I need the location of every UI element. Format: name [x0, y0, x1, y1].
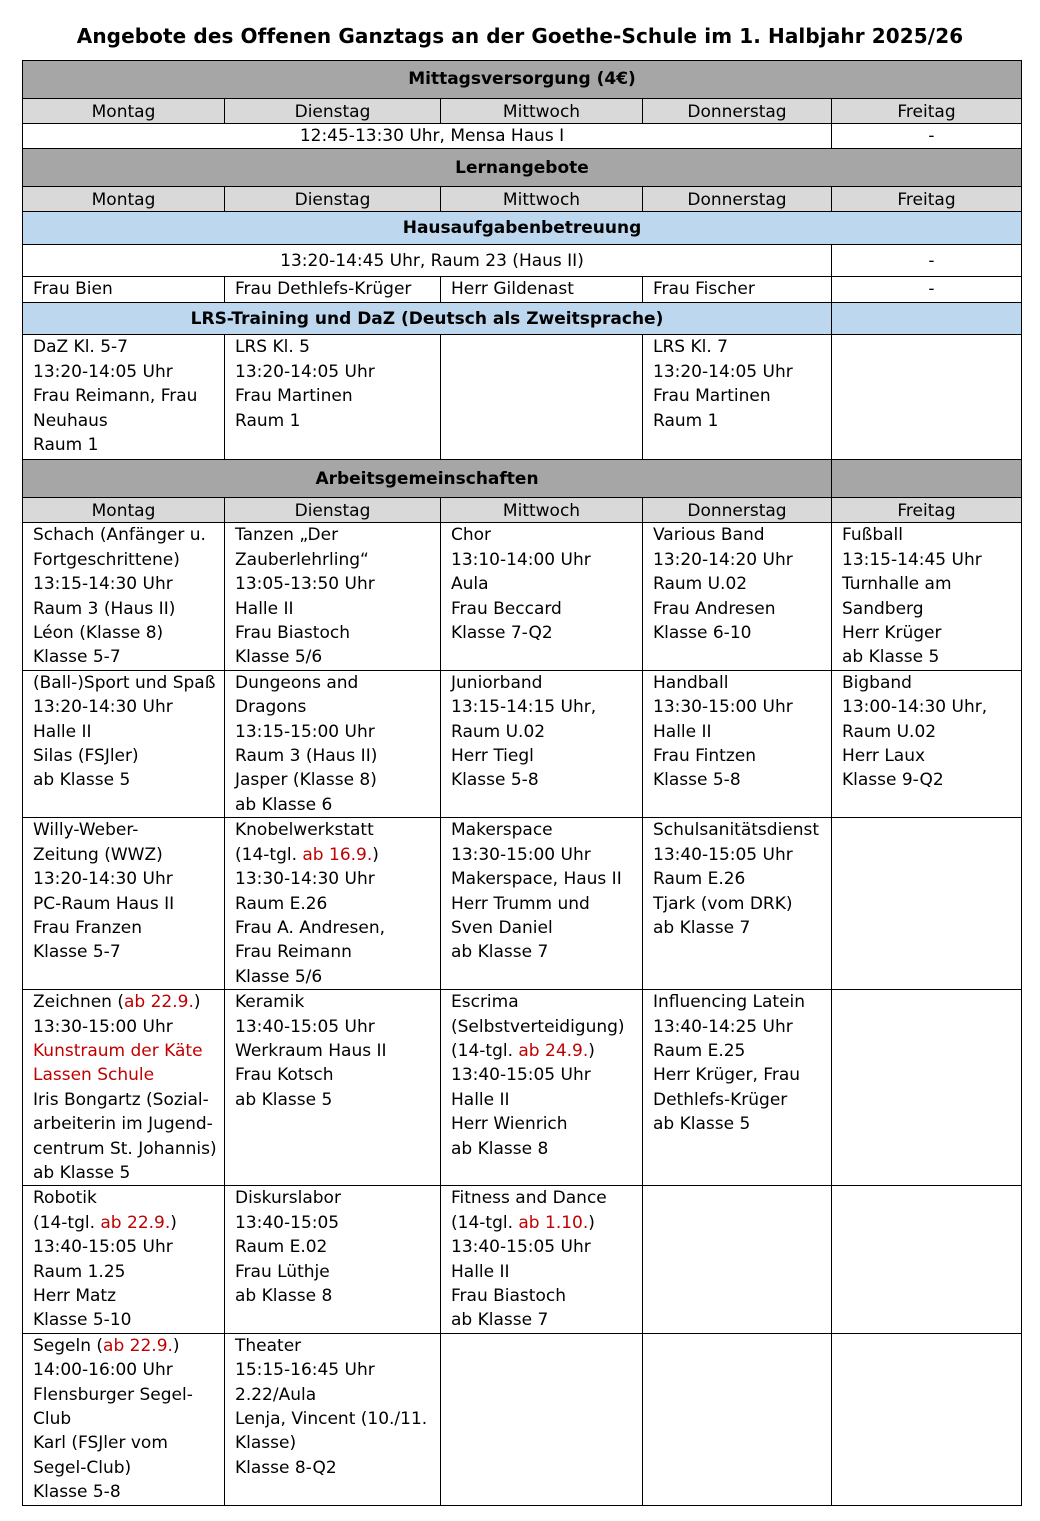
cell-line: Fußball [842, 525, 903, 546]
staff-cell: Frau Bien [23, 277, 225, 303]
cell-line: (14-tgl. ab 1.10.) [451, 1212, 595, 1233]
cell-line: 13:00-14:30 Uhr, [842, 697, 988, 718]
ag-row [23, 1333, 1022, 1505]
cell-line: Silas (FSJler) [33, 746, 139, 767]
cell-line: 13:40-15:05 Uhr [451, 1065, 591, 1086]
cell-line: Klasse) [235, 1433, 297, 1454]
cell-line: Aula [451, 574, 489, 595]
cell-line: Influencing Latein [653, 992, 806, 1013]
cell-line: (Ball-)Sport und Spaß [33, 672, 216, 693]
cell-line: 13:40-15:05 [235, 1212, 340, 1233]
cell-line: Keramik [235, 992, 305, 1013]
hausaufgaben-time-row [23, 245, 1022, 277]
cell-line: Flensburger Segel- [33, 1384, 193, 1405]
cell-line: Zauberlehrling“ [235, 549, 369, 570]
cell-line: ab Klasse 5 [33, 770, 131, 791]
cell-line: Schulsanitätsdienst [653, 820, 820, 841]
cell-line: DaZ Kl. 5-7 [33, 337, 129, 358]
cell-line: LRS Kl. 7 [653, 337, 728, 358]
ag-row [23, 818, 1022, 990]
cell-line: Werkraum Haus II [235, 1040, 387, 1061]
subsection-heading: Hausaufgabenbetreuung [23, 212, 1022, 245]
cell-line: Juniorband [451, 672, 543, 693]
cell-line: 13:40-14:25 Uhr [653, 1016, 793, 1037]
weekday-cell: Montag [23, 99, 225, 124]
empty-cell [832, 335, 1022, 460]
weekday-header-row [23, 99, 1022, 124]
cell-line: Klasse 5/6 [235, 647, 323, 668]
ag-cell-dienstag [225, 670, 441, 817]
cell-line: Fitness and Dance [451, 1188, 607, 1209]
cell-line: (14-tgl. ab 22.9.) [33, 1212, 177, 1233]
cell-line: Schach (Anfänger u. [33, 525, 206, 546]
cell-line: ab Klasse 8 [451, 1138, 549, 1159]
cell-line: Klasse 5/6 [235, 966, 323, 987]
cell-line: Klasse 5-7 [33, 942, 121, 963]
cell-line: Herr Laux [842, 746, 926, 767]
empty-cell [832, 1186, 1022, 1333]
cell-line: Raum E.02 [235, 1237, 328, 1258]
ag-cell-mittwoch [441, 523, 643, 670]
cell-line: Frau Reimann, Frau [33, 386, 198, 407]
cell-line: Herr Krüger, Frau [653, 1065, 801, 1086]
cell-line: Klasse 5-8 [653, 770, 741, 791]
subsection-heading: LRS-Training und DaZ (Deutsch als Zweitsprache) [23, 303, 832, 335]
weekday-cell: Dienstag [225, 187, 441, 212]
ag-cell-donnerstag [643, 523, 832, 670]
weekday-cell: Freitag [832, 498, 1022, 523]
cell-line: 13:20-14:05 Uhr [33, 361, 173, 382]
section-lern-header [23, 149, 1022, 187]
schedule-table [22, 60, 1022, 1506]
mittag-time: 12:45-13:30 Uhr, Mensa Haus I [23, 124, 832, 149]
cell-line: Raum 1 [33, 435, 99, 456]
cell-line: Dragons [235, 697, 307, 718]
cell-line: (Selbstverteidigung) [451, 1016, 625, 1037]
cell-line: Halle II [235, 598, 294, 619]
staff-cell: Frau Fischer [643, 277, 832, 303]
staff-cell: Herr Gildenast [441, 277, 643, 303]
section-heading: Lernangebote [23, 149, 1022, 187]
weekday-header-row [23, 187, 1022, 212]
cell-line: Frau Biastoch [235, 623, 350, 644]
cell-line: ab Klasse 5 [842, 647, 940, 668]
ag-cell-montag [23, 1186, 225, 1333]
cell-line: Frau Kotsch [235, 1065, 334, 1086]
cell-line: 13:20-14:05 Uhr [653, 361, 793, 382]
cell-line: Herr Wienrich [451, 1114, 568, 1135]
cell-line: Robotik [33, 1188, 97, 1209]
ag-cell-dienstag [225, 818, 441, 990]
section-heading: Mittagsversorgung (4€) [23, 61, 1022, 99]
ag-cell-dienstag [225, 990, 441, 1186]
cell-line: 13:15-14:15 Uhr, [451, 697, 597, 718]
date-highlight: Kunstraum der Käte [33, 1040, 203, 1061]
cell-line: 15:15-16:45 Uhr [235, 1360, 375, 1381]
cell-line: Segel-Club) [33, 1457, 132, 1478]
empty-cell [832, 818, 1022, 990]
cell-line: Raum U.02 [451, 721, 546, 742]
staff-cell: - [832, 277, 1022, 303]
lrs-cell-donnerstag [643, 335, 832, 460]
mittag-time-row [23, 124, 1022, 149]
ag-cell-freitag [832, 523, 1022, 670]
page-title: Angebote des Offenen Ganztags an der Goethe-Schule im 1. Halbjahr 2025/26 [76, 24, 964, 48]
weekday-cell: Montag [23, 187, 225, 212]
cell-line: Klasse 5-10 [33, 1310, 132, 1331]
cell-line: 13:05-13:50 Uhr [235, 574, 375, 595]
date-highlight: ab 22.9. [124, 992, 194, 1013]
cell-line: ab Klasse 5 [235, 1089, 333, 1110]
cell-line: Klasse 5-8 [33, 1482, 121, 1503]
date-highlight: Lassen Schule [33, 1065, 155, 1086]
cell-line: 13:40-15:05 Uhr [33, 1237, 173, 1258]
ag-cell-freitag [832, 670, 1022, 817]
empty-cell [441, 1333, 643, 1505]
cell-line: Willy-Weber- [33, 820, 139, 841]
cell-line: Raum 1 [235, 410, 301, 431]
cell-line: Halle II [451, 1261, 510, 1282]
cell-line: Sven Daniel [451, 917, 553, 938]
weekday-cell: Donnerstag [643, 99, 832, 124]
cell-line: centrum St. Johannis) [33, 1138, 217, 1159]
ag-cell-montag [23, 818, 225, 990]
cell-line: 13:20-14:05 Uhr [235, 361, 375, 382]
cell-line: Klasse 8-Q2 [235, 1457, 337, 1478]
ag-cell-dienstag [225, 1333, 441, 1505]
lrs-cell-dienstag [225, 335, 441, 460]
cell-line: LRS Kl. 5 [235, 337, 310, 358]
cell-line: Club [33, 1409, 72, 1430]
cell-line: 13:30-15:00 Uhr [451, 844, 591, 865]
cell-line: ab Klasse 7 [451, 1310, 549, 1331]
weekday-cell: Donnerstag [643, 498, 832, 523]
cell-line: 13:40-15:05 Uhr [451, 1237, 591, 1258]
empty-cell [643, 1186, 832, 1333]
cell-line: Raum E.26 [235, 893, 328, 914]
cell-line: Frau Martinen [653, 386, 771, 407]
cell-line: Raum U.02 [842, 721, 937, 742]
cell-line: Herr Tiegl [451, 746, 534, 767]
cell-line: Bigband [842, 672, 912, 693]
cell-line: Halle II [33, 721, 92, 742]
cell-line: Karl (FSJler vom [33, 1433, 168, 1454]
cell-line: Klasse 9-Q2 [842, 770, 944, 791]
ag-cell-mittwoch [441, 670, 643, 817]
cell-line: ab Klasse 6 [235, 794, 333, 815]
cell-line: Jasper (Klasse 8) [235, 770, 377, 791]
cell-line: Chor [451, 525, 492, 546]
cell-line: arbeiterin im Jugend- [33, 1114, 213, 1135]
cell-line: 13:15-14:45 Uhr [842, 549, 982, 570]
ag-cell-dienstag [225, 1186, 441, 1333]
cell-line: Frau Fintzen [653, 746, 756, 767]
ag-cell-montag [23, 1333, 225, 1505]
lrs-cell-montag [23, 335, 225, 460]
cell-line: ab Klasse 5 [653, 1114, 751, 1135]
date-highlight: ab 16.9. [302, 844, 373, 865]
empty-cell [832, 1333, 1022, 1505]
cell-line: Knobelwerkstatt [235, 820, 374, 841]
empty-cell [643, 1333, 832, 1505]
section-ag-header [23, 460, 1022, 498]
cell-line: 13:40-15:05 Uhr [653, 844, 793, 865]
ag-cell-mittwoch [441, 1186, 643, 1333]
cell-line: Zeichnen (ab 22.9.) [33, 992, 201, 1013]
cell-line: Frau Biastoch [451, 1286, 566, 1306]
cell-line: PC-Raum Haus II [33, 893, 175, 914]
cell-line: Raum E.26 [653, 869, 746, 890]
empty-cell [832, 460, 1022, 498]
lrs-row [23, 335, 1022, 460]
cell-line: Makerspace [451, 820, 553, 841]
cell-line: Frau Beccard [451, 598, 562, 619]
ag-cell-montag [23, 670, 225, 817]
cell-line: Raum 1.25 [33, 1261, 126, 1282]
empty-cell [441, 335, 643, 460]
date-highlight: ab 22.9. [100, 1212, 171, 1233]
weekday-cell: Donnerstag [643, 187, 832, 212]
ag-cell-donnerstag [643, 670, 832, 817]
cell-line: Frau Reimann [235, 942, 352, 963]
cell-line: Dethlefs-Krüger [653, 1089, 788, 1110]
cell-line: 13:20-14:30 Uhr [33, 697, 173, 718]
cell-line: Herr Krüger [842, 623, 942, 644]
section-heading: Arbeitsgemeinschaften [23, 460, 832, 498]
weekday-cell: Montag [23, 498, 225, 523]
staff-cell: Frau Dethlefs-Krüger [225, 277, 441, 303]
ag-cell-mittwoch [441, 818, 643, 990]
cell-line: (14-tgl. ab 16.9.) [235, 844, 379, 865]
weekday-cell: Mittwoch [441, 99, 643, 124]
cell-line: Klasse 5-8 [451, 770, 539, 791]
cell-line: Herr Trumm und [451, 893, 590, 914]
date-highlight: ab 22.9. [103, 1335, 173, 1356]
ag-row [23, 990, 1022, 1186]
hausaufgaben-staff-row [23, 277, 1022, 303]
ag-cell-donnerstag [643, 818, 832, 990]
lrs-header [23, 303, 1022, 335]
cell-line: 13:10-14:00 Uhr [451, 549, 591, 570]
cell-line: Fortgeschrittene) [33, 549, 180, 570]
cell-line: Zeitung (WWZ) [33, 844, 163, 865]
cell-line: Diskurslabor [235, 1188, 341, 1209]
ag-row [23, 523, 1022, 670]
cell-line: 13:15-14:30 Uhr [33, 574, 173, 595]
cell-line [33, 1039, 224, 1063]
weekday-cell: Dienstag [225, 498, 441, 523]
weekday-cell: Mittwoch [441, 187, 643, 212]
weekday-cell: Freitag [832, 99, 1022, 124]
ag-cell-montag [23, 990, 225, 1186]
cell-line: Klasse 6-10 [653, 623, 752, 644]
cell-line: 13:30-15:00 Uhr [653, 697, 793, 718]
cell-line: Raum 3 (Haus II) [235, 746, 378, 767]
cell-line: 13:20-14:20 Uhr [653, 549, 793, 570]
cell-line: Herr Matz [33, 1286, 116, 1306]
cell-line: Klasse 5-7 [33, 647, 121, 668]
ag-cell-mittwoch [441, 990, 643, 1186]
empty-cell [832, 990, 1022, 1186]
weekday-cell: Freitag [832, 187, 1022, 212]
section-mittag-header [23, 61, 1022, 99]
cell-line: Tjark (vom DRK) [653, 893, 793, 914]
cell-line: ab Klasse 7 [653, 917, 751, 938]
ag-cell-dienstag [225, 523, 441, 670]
empty-cell [832, 303, 1022, 335]
cell-line: Raum 3 (Haus II) [33, 598, 176, 619]
weekday-cell: Mittwoch [441, 498, 643, 523]
hausaufgaben-time: 13:20-14:45 Uhr, Raum 23 (Haus II) [23, 245, 832, 277]
cell-line: Sandberg [842, 598, 924, 619]
date-highlight: ab 1.10. [518, 1212, 589, 1233]
cell-line: Frau A. Andresen, [235, 917, 386, 938]
cell-line: Frau Franzen [33, 917, 143, 938]
cell-line: Dungeons and [235, 672, 359, 693]
ag-cell-donnerstag [643, 990, 832, 1186]
cell-line: 13:30-15:00 Uhr [33, 1016, 173, 1037]
cell-line: Escrima [451, 992, 519, 1013]
cell-line: Handball [653, 672, 729, 693]
cell-line: 13:20-14:30 Uhr [33, 869, 173, 890]
cell-line: Léon (Klasse 8) [33, 623, 164, 644]
cell-line: Segeln (ab 22.9.) [33, 1335, 180, 1356]
hausaufgaben-friday: - [832, 245, 1022, 277]
cell-line: Turnhalle am [842, 574, 952, 595]
cell-line: Raum 1 [653, 410, 719, 431]
mittag-friday: - [832, 124, 1022, 149]
cell-line: ab Klasse 5 [33, 1162, 131, 1183]
ag-row [23, 670, 1022, 817]
cell-line: 13:30-14:30 Uhr [235, 869, 375, 890]
cell-line: ab Klasse 8 [235, 1286, 333, 1306]
weekday-cell: Dienstag [225, 99, 441, 124]
cell-line: Makerspace, Haus II [451, 869, 622, 890]
ag-cell-montag [23, 523, 225, 670]
cell-line: Lenja, Vincent (10./11. [235, 1409, 428, 1430]
ag-row [23, 1186, 1022, 1333]
cell-line: Frau Martinen [235, 386, 353, 407]
cell-line: Iris Bongartz (Sozial- [33, 1089, 209, 1110]
date-highlight: ab 24.9. [518, 1040, 589, 1061]
cell-line [33, 1063, 224, 1087]
cell-line: Klasse 7-Q2 [451, 623, 553, 644]
cell-line: Neuhaus [33, 410, 108, 431]
cell-line: Halle II [451, 1089, 510, 1110]
cell-line: Tanzen „Der [235, 525, 339, 546]
cell-line: (14-tgl. ab 24.9.) [451, 1040, 595, 1061]
cell-line: Raum E.25 [653, 1040, 746, 1061]
cell-line: Frau Lüthje [235, 1261, 330, 1282]
cell-line: 13:15-15:00 Uhr [235, 721, 375, 742]
cell-line: Raum U.02 [653, 574, 748, 595]
hausaufgaben-header [23, 212, 1022, 245]
cell-line: 14:00-16:00 Uhr [33, 1360, 173, 1381]
cell-line: Halle II [653, 721, 712, 742]
cell-line: Frau Andresen [653, 598, 776, 619]
cell-line: Theater [235, 1335, 302, 1356]
cell-line: 13:40-15:05 Uhr [235, 1016, 375, 1037]
weekday-header-row [23, 498, 1022, 523]
cell-line: Various Band [653, 525, 765, 546]
cell-line: ab Klasse 7 [451, 942, 549, 963]
cell-line: 2.22/Aula [235, 1384, 317, 1405]
